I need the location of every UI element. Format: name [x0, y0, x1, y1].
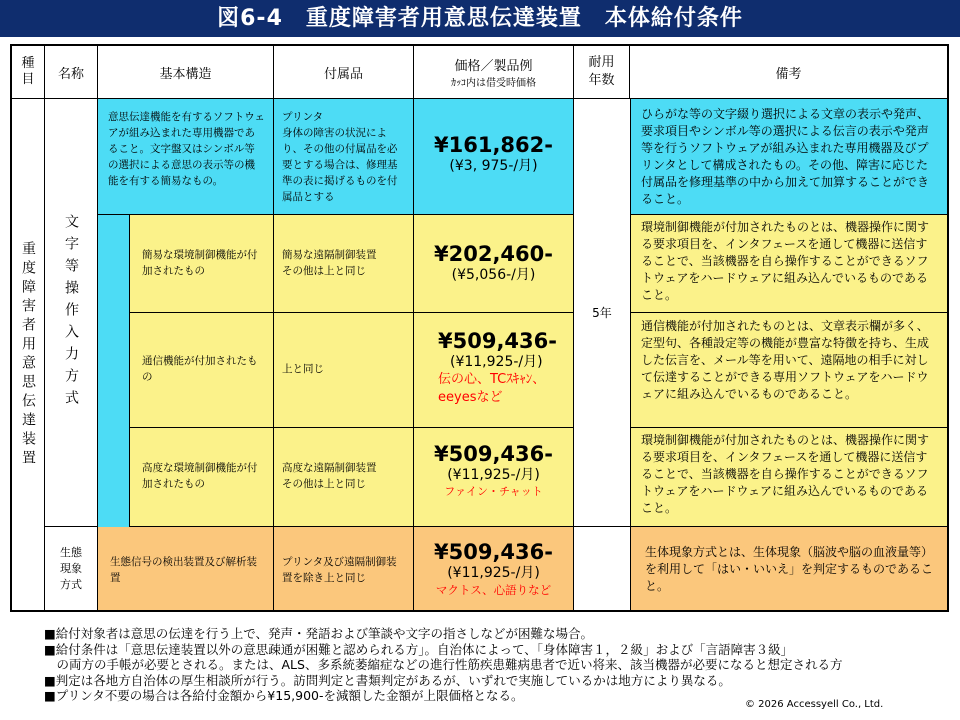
- row3-price-cell: [414, 313, 574, 428]
- header-remarks: 備考: [775, 66, 802, 82]
- row2-rental: (¥5,056-/月): [451, 267, 536, 283]
- sub-row-indent-strip: [98, 215, 129, 527]
- name-cell-bio: [45, 526, 98, 610]
- row3-structure: 通信機能が付加されたもの: [129, 313, 274, 428]
- row1-accessory: プリンタ 身体の障害の状況により、その他の付属品を必要とする場合は、修理基準の表に掲げるものを付属品とする: [274, 99, 414, 215]
- page-title: 図6-4 重度障害者用意思伝達装置 本体給付条件: [0, 0, 960, 37]
- row4-price-cell: [414, 428, 574, 527]
- name-cell-text-input: [45, 99, 98, 526]
- row5-example: マクトス、心語りなど: [435, 583, 552, 597]
- header-accessory: 付属品: [274, 46, 414, 98]
- row3-remarks: 通信機能が付加されたものとは、文章表示欄が多く、定型句、各種設定等の機能が豊富な特徴を持ち、生成した伝言を、メール等を用いて、遠隔地の相手に対して伝達することができる専用ソフトウェアをハードウェアに組み込んでいるものであること。: [630, 313, 947, 428]
- row3-accessory: 上と同じ: [274, 313, 414, 428]
- row3-price: ¥509,436-: [438, 329, 557, 353]
- row1-price: ¥161,862-: [434, 133, 553, 157]
- name-text-input-label: 文字等操作入力方式: [63, 213, 79, 412]
- row5-price: ¥509,436-: [434, 540, 553, 564]
- row4-remarks: 環境制御機能が付加されたものとは、機器操作に関する要求項目を、インタフェースを通して機器に送信することで、当該機器を自ら操作することができるソフトウェアをハードウェアに組み込んでいるものであること。: [630, 428, 947, 527]
- condition-table: [10, 44, 949, 612]
- row4-accessory: 高度な遠隔制御装置 その他は上と同じ: [274, 428, 414, 527]
- name-bio-label: 生態現象方式: [60, 545, 82, 591]
- row3-rental: (¥11,925-/月): [450, 354, 543, 370]
- header-structure: 基本構造: [98, 46, 274, 98]
- row1-remarks: ひらがな等の文字綴り選択による文章の表示や発声、要求項目やシンボル等の選択による伝言の表示や発声等を行うソフトウェアが組み込まれた専用機器及びプリンタとして構成されたもの。その他、障害に応じた付属品を修理基準の中から加えて加算することができること。: [630, 99, 947, 215]
- footnote-2: ■給付条件は「意思伝達装置以外の意思疎通が困難と認められる方」。自治体によって、「身体障害１，２級」および「言語障害３級」: [44, 641, 794, 657]
- table-header-row: [12, 46, 947, 99]
- row5-rental: (¥11,925-/月): [447, 565, 540, 581]
- row5-remarks: 生体現象方式とは、生体現象（脳波や脳の血液量等）を利用して「はい・いいえ」を判定するものであること。: [630, 527, 947, 610]
- row1-rental: (¥3, 975-/月): [449, 158, 538, 174]
- row5-price-cell: [414, 527, 574, 610]
- years-value: 5年: [592, 306, 612, 320]
- footnote-4: ■判定は各地方自治体の厚生相談所が行う。訪問判定と書類判定があるが、いずれで実施しているかは地方により異なる。: [44, 672, 731, 688]
- row1-price-cell: [414, 99, 574, 215]
- copyright: © 2026 Accessyell Co., Ltd.: [745, 699, 884, 710]
- header-name: 名称: [45, 46, 98, 98]
- header-price: 価格／製品例 ｶｯｺ内は借受時価格: [414, 46, 574, 98]
- row2-remarks: 環境制御機能が付加されたものとは、機器操作に関する要求項目を、インタフェースを通して機器に送信することで、当該機器を自ら操作することができるソフトウェアをハードウェアに組み込んでいるものであること。: [630, 215, 947, 313]
- years-cell: [574, 99, 630, 527]
- row2-price: ¥202,460-: [434, 242, 553, 266]
- category-cell: [12, 99, 45, 610]
- row5-structure: 生態信号の検出装置及び解析装置: [98, 527, 274, 610]
- row4-rental: (¥11,925-/月): [447, 467, 540, 483]
- row5-years-blank: [574, 527, 630, 610]
- row2-price-cell: [414, 215, 574, 313]
- header-years: 耐用 年数: [574, 46, 630, 98]
- row5-accessory: プリンタ及び遠隔制御装置を除き上と同じ: [274, 527, 414, 610]
- category-label: 重度障害者用意思伝達装置: [20, 240, 36, 469]
- row1-structure: 意思伝達機能を有するソフトウェアが組み込まれた専用機器であること。文字盤又はシンボル等の選択による意思の表示等の機能を有する簡易なもの。: [98, 99, 274, 215]
- row2-structure: 簡易な環境制御機能が付加されたもの: [129, 215, 274, 313]
- header-kind: 種目: [12, 46, 45, 98]
- row3-example: 伝の心、TCｽｷｬﾝ、eeyesなど: [438, 372, 546, 405]
- row4-structure: 高度な環境制御機能が付加されたもの: [129, 428, 274, 527]
- row2-accessory: 簡易な遠隔制御装置 その他は上と同じ: [274, 215, 414, 313]
- row4-example: ファイン・チャット: [444, 485, 543, 498]
- row4-price: ¥509,436-: [434, 442, 553, 466]
- footnote-5: ■プリンタ不要の場合は各給付金額から¥15,900-を減額した金額が上限価格となる。: [44, 688, 524, 703]
- footnote-1: ■給付対象者は意思の伝達を行う上で、発声・発語および筆談や文字の指さしなどが困難な場合。: [44, 626, 594, 641]
- footnote-3: の両方の手帳が必要とされる。または、ALS、多系統萎縮症などの進行性筋疾患難病患者で近い将来、該当機器が必要になると想定される方: [44, 657, 843, 672]
